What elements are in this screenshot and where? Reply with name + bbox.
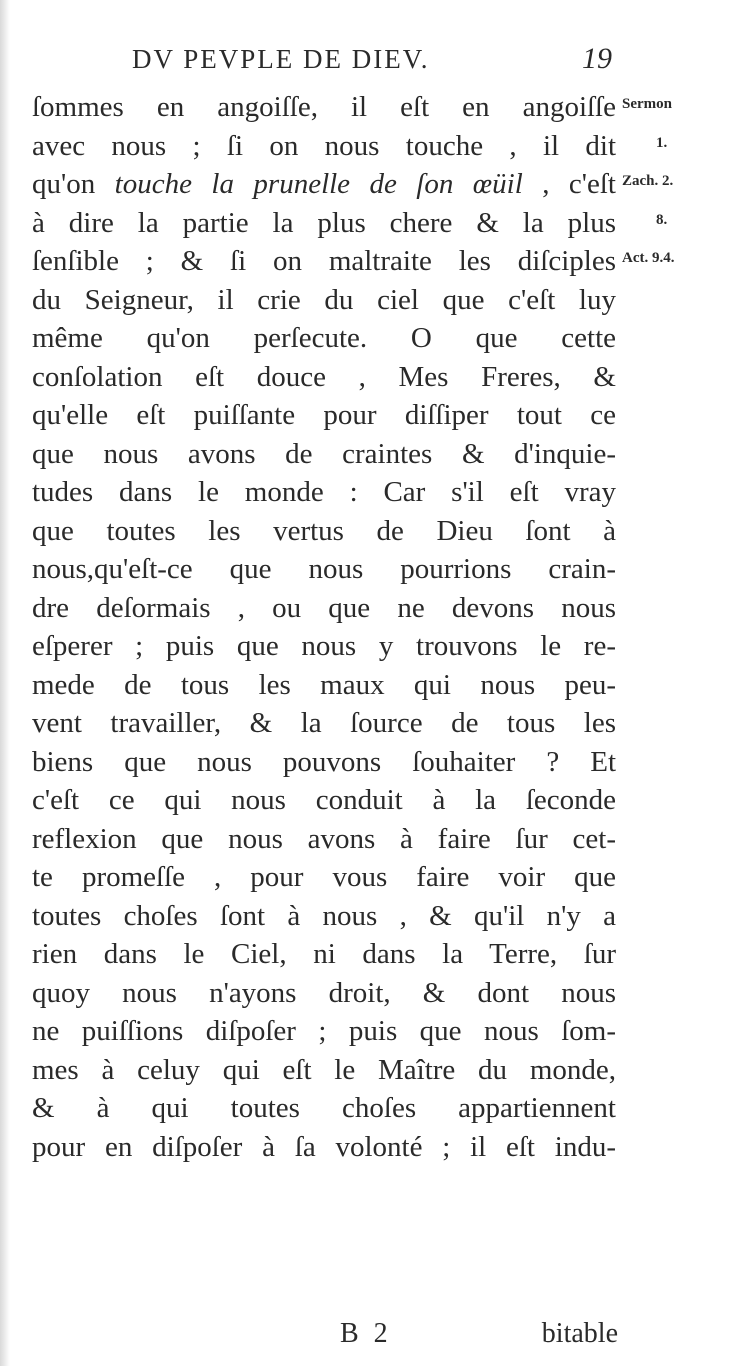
text-run: vent travailler, & la ſource de tous les — [32, 707, 616, 739]
text-line — [32, 204, 616, 243]
text-run: conſolation eſt douce , Mes Freres, & — [32, 360, 616, 393]
text-run: pour en diſpoſer à ſa volonté ; il eſt indu- — [32, 1130, 616, 1163]
text-run: , c'eſt — [522, 168, 616, 200]
text-run: qu'on — [32, 168, 115, 200]
text-line — [32, 1012, 616, 1051]
text-run: & à qui toutes choſes appartiennent — [32, 1092, 616, 1124]
text-run: dre deſormais , ou que ne devons nous — [32, 591, 616, 624]
signature-mark: B 2 — [340, 1318, 392, 1349]
text-line — [32, 589, 616, 628]
text-run: à dire la partie la plus chere & la plus — [32, 206, 616, 239]
text-run: te promeſſe , pour vous faire voir que — [32, 861, 616, 893]
italic-quote: touche la prunelle de ſon œüil — [114, 168, 523, 200]
text-run: que toutes les vertus de Dieu ſont à — [32, 514, 616, 547]
text-line — [32, 165, 616, 204]
text-line — [32, 396, 616, 435]
text-line — [32, 473, 616, 512]
text-line — [32, 627, 616, 666]
margin-note: Zach. 2. — [622, 173, 674, 189]
text-run: ſommes en angoiſſe, il eſt en angoiſſe — [32, 91, 616, 123]
text-run: avec nous ; ſi on nous touche , il dit — [32, 129, 616, 162]
text-run: mes à celuy qui eſt le Maître du monde, — [32, 1053, 616, 1086]
text-run: rien dans le Ciel, ni dans la Terre, ſur — [32, 938, 616, 970]
text-line — [32, 704, 616, 743]
text-run: toutes choſes ſont à nous , & qu'il n'y a — [32, 899, 616, 932]
page-footer — [300, 1318, 618, 1358]
text-line — [32, 666, 616, 705]
text-run: même qu'on perſecute. O que cette — [32, 322, 616, 354]
text-run: eſperer ; puis que nous y trouvons le re- — [32, 630, 616, 662]
text-run: du Seigneur, il crie du ciel que c'eſt luy — [32, 283, 616, 316]
catchword: bitable — [541, 1318, 618, 1349]
text-line — [32, 858, 616, 897]
text-run: reflexion que nous avons à faire ſur cet- — [32, 822, 616, 855]
text-line — [32, 743, 616, 782]
text-line — [32, 435, 616, 474]
margin-note: 1. — [656, 134, 668, 151]
body-text — [32, 88, 616, 1166]
text-run: tudes dans le monde : Car s'il eſt vray — [32, 476, 616, 508]
margin-note: 8. — [656, 211, 668, 228]
text-run: nous,qu'eſt-ce que nous pourrions crain- — [32, 553, 616, 585]
text-run: ſenſible ; & ſi on maltraite les diſciples — [32, 245, 616, 277]
text-line — [32, 781, 616, 820]
text-run: ne puiſſions diſpoſer ; puis que nous ſom- — [32, 1015, 616, 1047]
text-run: biens que nous pouvons ſouhaiter ? Et — [32, 745, 616, 778]
text-line — [32, 358, 616, 397]
text-line — [32, 935, 616, 974]
text-line — [32, 512, 616, 551]
text-line — [32, 550, 616, 589]
text-run: quoy nous n'ayons droit, & dont nous — [32, 976, 616, 1009]
running-header — [132, 44, 612, 84]
text-line — [32, 897, 616, 936]
margin-note: Act. 9.4. — [622, 250, 675, 266]
running-title: DV PEVPLE DE DIEV. — [132, 44, 430, 74]
text-run: mede de tous les maux qui nous peu- — [32, 668, 616, 701]
text-line — [32, 1128, 616, 1167]
text-line — [32, 88, 616, 127]
text-run: c'eſt ce qui nous conduit à la ſeconde — [32, 784, 616, 816]
margin-note: Sermon — [622, 96, 672, 112]
text-run: qu'elle eſt puiſſante pour diſſiper tout ce — [32, 399, 616, 431]
page-number: 19 — [582, 42, 612, 75]
text-line — [32, 1051, 616, 1090]
text-line — [32, 242, 616, 281]
text-line — [32, 319, 616, 358]
text-line — [32, 127, 616, 166]
page-gutter-shadow — [0, 0, 10, 1366]
text-line — [32, 1089, 616, 1128]
text-line — [32, 820, 616, 859]
text-line — [32, 974, 616, 1013]
text-line — [32, 281, 616, 320]
text-run: que nous avons de craintes & d'inquie- — [32, 437, 616, 470]
